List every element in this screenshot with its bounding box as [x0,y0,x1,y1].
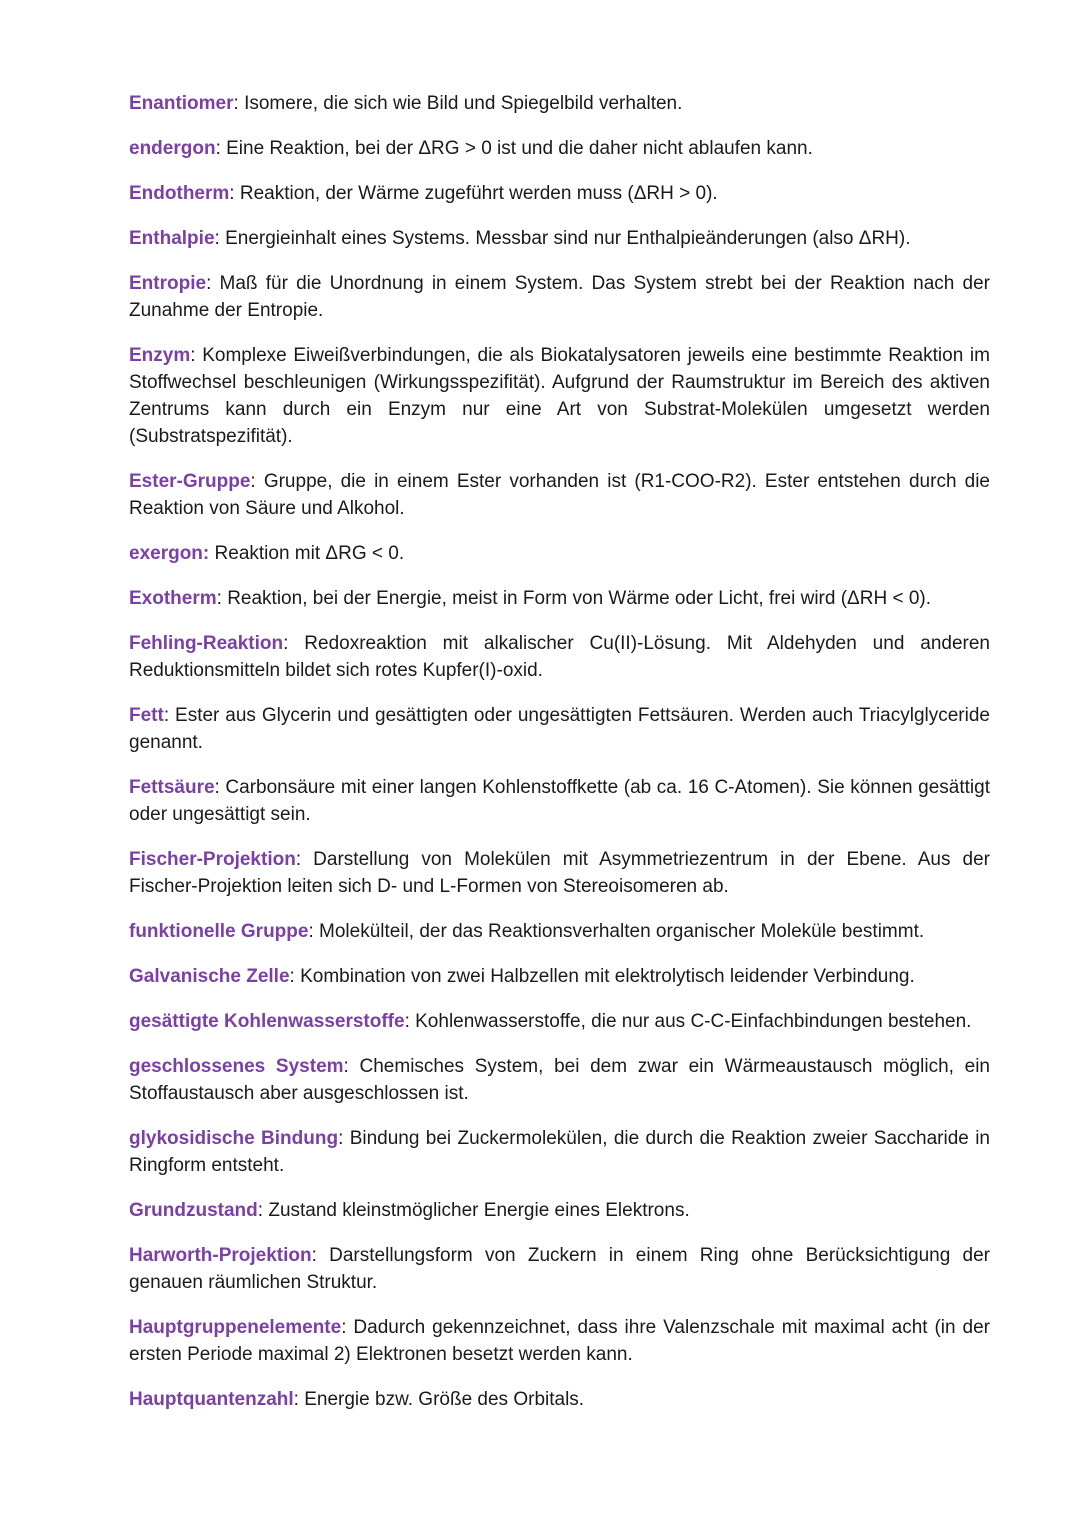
entry-definition: Kombination von zwei Halbzellen mit elektrolytisch leidender Verbindung. [294,966,915,987]
entry-definition: Zustand kleinstmöglicher Energie eines Elektrons. [263,1200,690,1221]
entry-term: Entropie [129,273,207,294]
entry-term: Enthalpie [129,228,215,249]
glossary-entry-exotherm: Exotherm: Reaktion, bei der Energie, meist in Form von Wärme oder Licht, frei wird (ΔRH < 0). [129,588,931,609]
entry-term: Enantiomer [129,93,234,114]
entry-term: Hauptgruppenelemente [129,1317,342,1338]
entry-term: geschlossenes System [129,1056,344,1077]
entry-term: gesättigte Kohlenwasserstoffe [129,1011,405,1032]
entry-term: endergon [129,138,216,159]
glossary-entry-grundzustand: Grundzustand: Zustand kleinstmöglicher Energie eines Elektrons. [129,1200,690,1221]
entry-definition: Energie bzw. Größe des Orbitals. [298,1389,585,1410]
glossary-entry-funktionelle-gruppe: funktionelle Gruppe: Molekülteil, der das Reaktionsverhalten organischer Moleküle bestimmt. [129,921,925,942]
entry-term: Fehling-Reaktion [129,633,284,654]
entry-term: Ester-Gruppe [129,471,251,492]
glossary-entry-fehling-reaktion: Fehling-Reaktion: Redoxreaktion mit alkalischer Cu(II)-Lösung. Mit Aldehyden und anderen Reduktionsmitteln bildet sich rotes Kupfer(I)-oxid. [129,633,990,681]
glossary-entry-fischer-projektion: Fischer-Projektion: Darstellung von Molekülen mit Asymmetriezentrum in der Ebene. Aus der Fischer-Projektion leiten sich D- und L-Formen von Stereoisomeren ab. [129,849,990,897]
glossary-entry-hauptquantenzahl: Hauptquantenzahl: Energie bzw. Größe des Orbitals. [129,1389,585,1410]
glossary-entry-galvanische-zelle: Galvanische Zelle: Kombination von zwei Halbzellen mit elektrolytisch leidender Verbindung. [129,966,915,987]
entry-term: Hauptquantenzahl [129,1389,294,1410]
glossary-entry-fettsaeure: Fettsäure: Carbonsäure mit einer langen Kohlenstoffkette (ab ca. 16 C-Atomen). Sie können gesättigt oder ungesättigt sein. [129,777,990,825]
entry-term: Endotherm [129,183,230,204]
glossary-entry-entropie: Entropie: Maß für die Unordnung in einem System. Das System strebt bei der Reaktion nach der Zunahme der Entropie. [129,273,990,321]
glossary-entry-endotherm: Endotherm: Reaktion, der Wärme zugeführt werden muss (ΔRH > 0). [129,183,718,204]
entry-definition: Gruppe, die in einem Ester vorhanden ist (R1-COO-R2). Ester entstehen durch die Reaktion von Säure und Alkohol. [129,471,990,519]
glossary-entry-ester-gruppe: Ester-Gruppe: Gruppe, die in einem Ester vorhanden ist (R1-COO-R2). Ester entstehen durch die Reaktion von Säure und Alkohol. [129,471,990,519]
glossary-entry-enthalpie: Enthalpie: Energieinhalt eines Systems. Messbar sind nur Enthalpieänderungen (also ΔRH). [129,228,911,249]
entry-term: Fettsäure [129,777,215,798]
glossary-page [129,90,990,1431]
glossary-entry-harworth-projektion: Harworth-Projektion: Darstellungsform von Zuckern in einem Ring ohne Berücksichtigung der genauen räumlichen Struktur. [129,1245,990,1293]
glossary-entry-endergon: endergon: Eine Reaktion, bei der ΔRG > 0 ist und die daher nicht ablaufen kann. [129,138,813,159]
glossary-entry-exergon [129,540,990,567]
entry-term: exergon: [129,543,210,564]
entry-definition: Darstellung von Molekülen mit Asymmetriezentrum in der Ebene. Aus der Fischer-Projektion leiten sich D- und L-Formen von Stereoisomeren ab. [129,849,990,897]
entry-term: Galvanische Zelle [129,966,290,987]
entry-definition: Maß für die Unordnung in einem System. Das System strebt bei der Reaktion nach der Zunahme der Entropie. [129,273,990,321]
entry-definition: Reaktion, der Wärme zugeführt werden muss (ΔRH > 0). [234,183,718,204]
entry-term: glykosidische Bindung [129,1128,339,1149]
entry-term: Fett [129,705,164,726]
entry-definition: Redoxreaktion mit alkalischer Cu(II)-Lösung. Mit Aldehyden und anderen Reduktionsmitteln bildet sich rotes Kupfer(I)-oxid. [129,633,990,681]
entry-definition: Dadurch gekennzeichnet, dass ihre Valenzschale mit maximal acht (in der ersten Periode maximal 2) Elektronen besetzt werden kann. [129,1317,990,1365]
entry-definition: Eine Reaktion, bei der ΔRG > 0 ist und die daher nicht ablaufen kann. [220,138,813,159]
entry-definition: Carbonsäure mit einer langen Kohlenstoffkette (ab ca. 16 C-Atomen). Sie können gesättigt oder ungesättigt sein. [129,777,990,825]
glossary-entry-gesaettigte-kohlenwasserstoffe: gesättigte Kohlenwasserstoffe: Kohlenwasserstoffe, die nur aus C-C-Einfachbindungen bestehen. [129,1011,972,1032]
entry-definition: Reaktion mit ΔRG < 0. [209,543,405,564]
entry-definition: Isomere, die sich wie Bild und Spiegelbild verhalten. [238,93,683,114]
entry-term: Exotherm [129,588,217,609]
entry-term: funktionelle Gruppe [129,921,309,942]
entry-term: Fischer-Projektion [129,849,296,870]
entry-definition: Komplexe Eiweißverbindungen, die als Biokatalysatoren jeweils eine bestimmte Reaktion im Stoffwechsel beschleunigen (Wirkungsspezifität). Aufgrund der Raumstruktur im Bereich des aktiven Zentrums kann durch ein Enzym nur eine Art von Substrat-Molekülen umgesetzt werden (Substratspezifität). [129,345,990,447]
glossary-entry-enantiomer: Enantiomer: Isomere, die sich wie Bild und Spiegelbild verhalten. [129,93,683,114]
glossary-entry-enzym: Enzym: Komplexe Eiweißverbindungen, die als Biokatalysatoren jeweils eine bestimmte Reaktion im Stoffwechsel beschleunigen (Wirkungsspezifität). Aufgrund der Raumstruktur im Bereich des aktiven Zentrums kann durch ein Enzym nur eine Art von Substrat-Molekülen umgesetzt werden (Substratspezifität). [129,345,990,447]
entry-term: Harworth-Projektion [129,1245,312,1266]
entry-term: Enzym [129,345,191,366]
entry-term: Grundzustand [129,1200,258,1221]
entry-definition: Kohlenwasserstoffe, die nur aus C-C-Einfachbindungen bestehen. [409,1011,972,1032]
entry-definition: Ester aus Glycerin und gesättigten oder ungesättigten Fettsäuren. Werden auch Triacylglyceride genannt. [129,705,990,753]
entry-definition: Darstellungsform von Zuckern in einem Ring ohne Berücksichtigung der genauen räumlichen Struktur. [129,1245,990,1293]
entry-definition: Chemisches System, bei dem zwar ein Wärmeaustausch möglich, ein Stoffaustausch aber ausgeschlossen ist. [129,1056,990,1104]
entry-definition: Bindung bei Zuckermolekülen, die durch die Reaktion zweier Saccharide in Ringform entsteht. [129,1128,990,1176]
entry-definition: Energieinhalt eines Systems. Messbar sind nur Enthalpieänderungen (also ΔRH). [219,228,911,249]
glossary-entry-hauptgruppenelemente: Hauptgruppenelemente: Dadurch gekennzeichnet, dass ihre Valenzschale mit maximal acht (in der ersten Periode maximal 2) Elektronen besetzt werden kann. [129,1317,990,1365]
glossary-entry-geschlossenes-system: geschlossenes System: Chemisches System, bei dem zwar ein Wärmeaustausch möglich, ein Stoffaustausch aber ausgeschlossen ist. [129,1056,990,1104]
glossary-entry-glykosidische-bindung: glykosidische Bindung: Bindung bei Zuckermolekülen, die durch die Reaktion zweier Saccharide in Ringform entsteht. [129,1128,990,1176]
glossary-entry-fett: Fett: Ester aus Glycerin und gesättigten oder ungesättigten Fettsäuren. Werden auch Triacylglyceride genannt. [129,705,990,753]
entry-definition: Molekülteil, der das Reaktionsverhalten organischer Moleküle bestimmt. [313,921,925,942]
entry-definition: Reaktion, bei der Energie, meist in Form von Wärme oder Licht, frei wird (ΔRH < 0). [221,588,931,609]
